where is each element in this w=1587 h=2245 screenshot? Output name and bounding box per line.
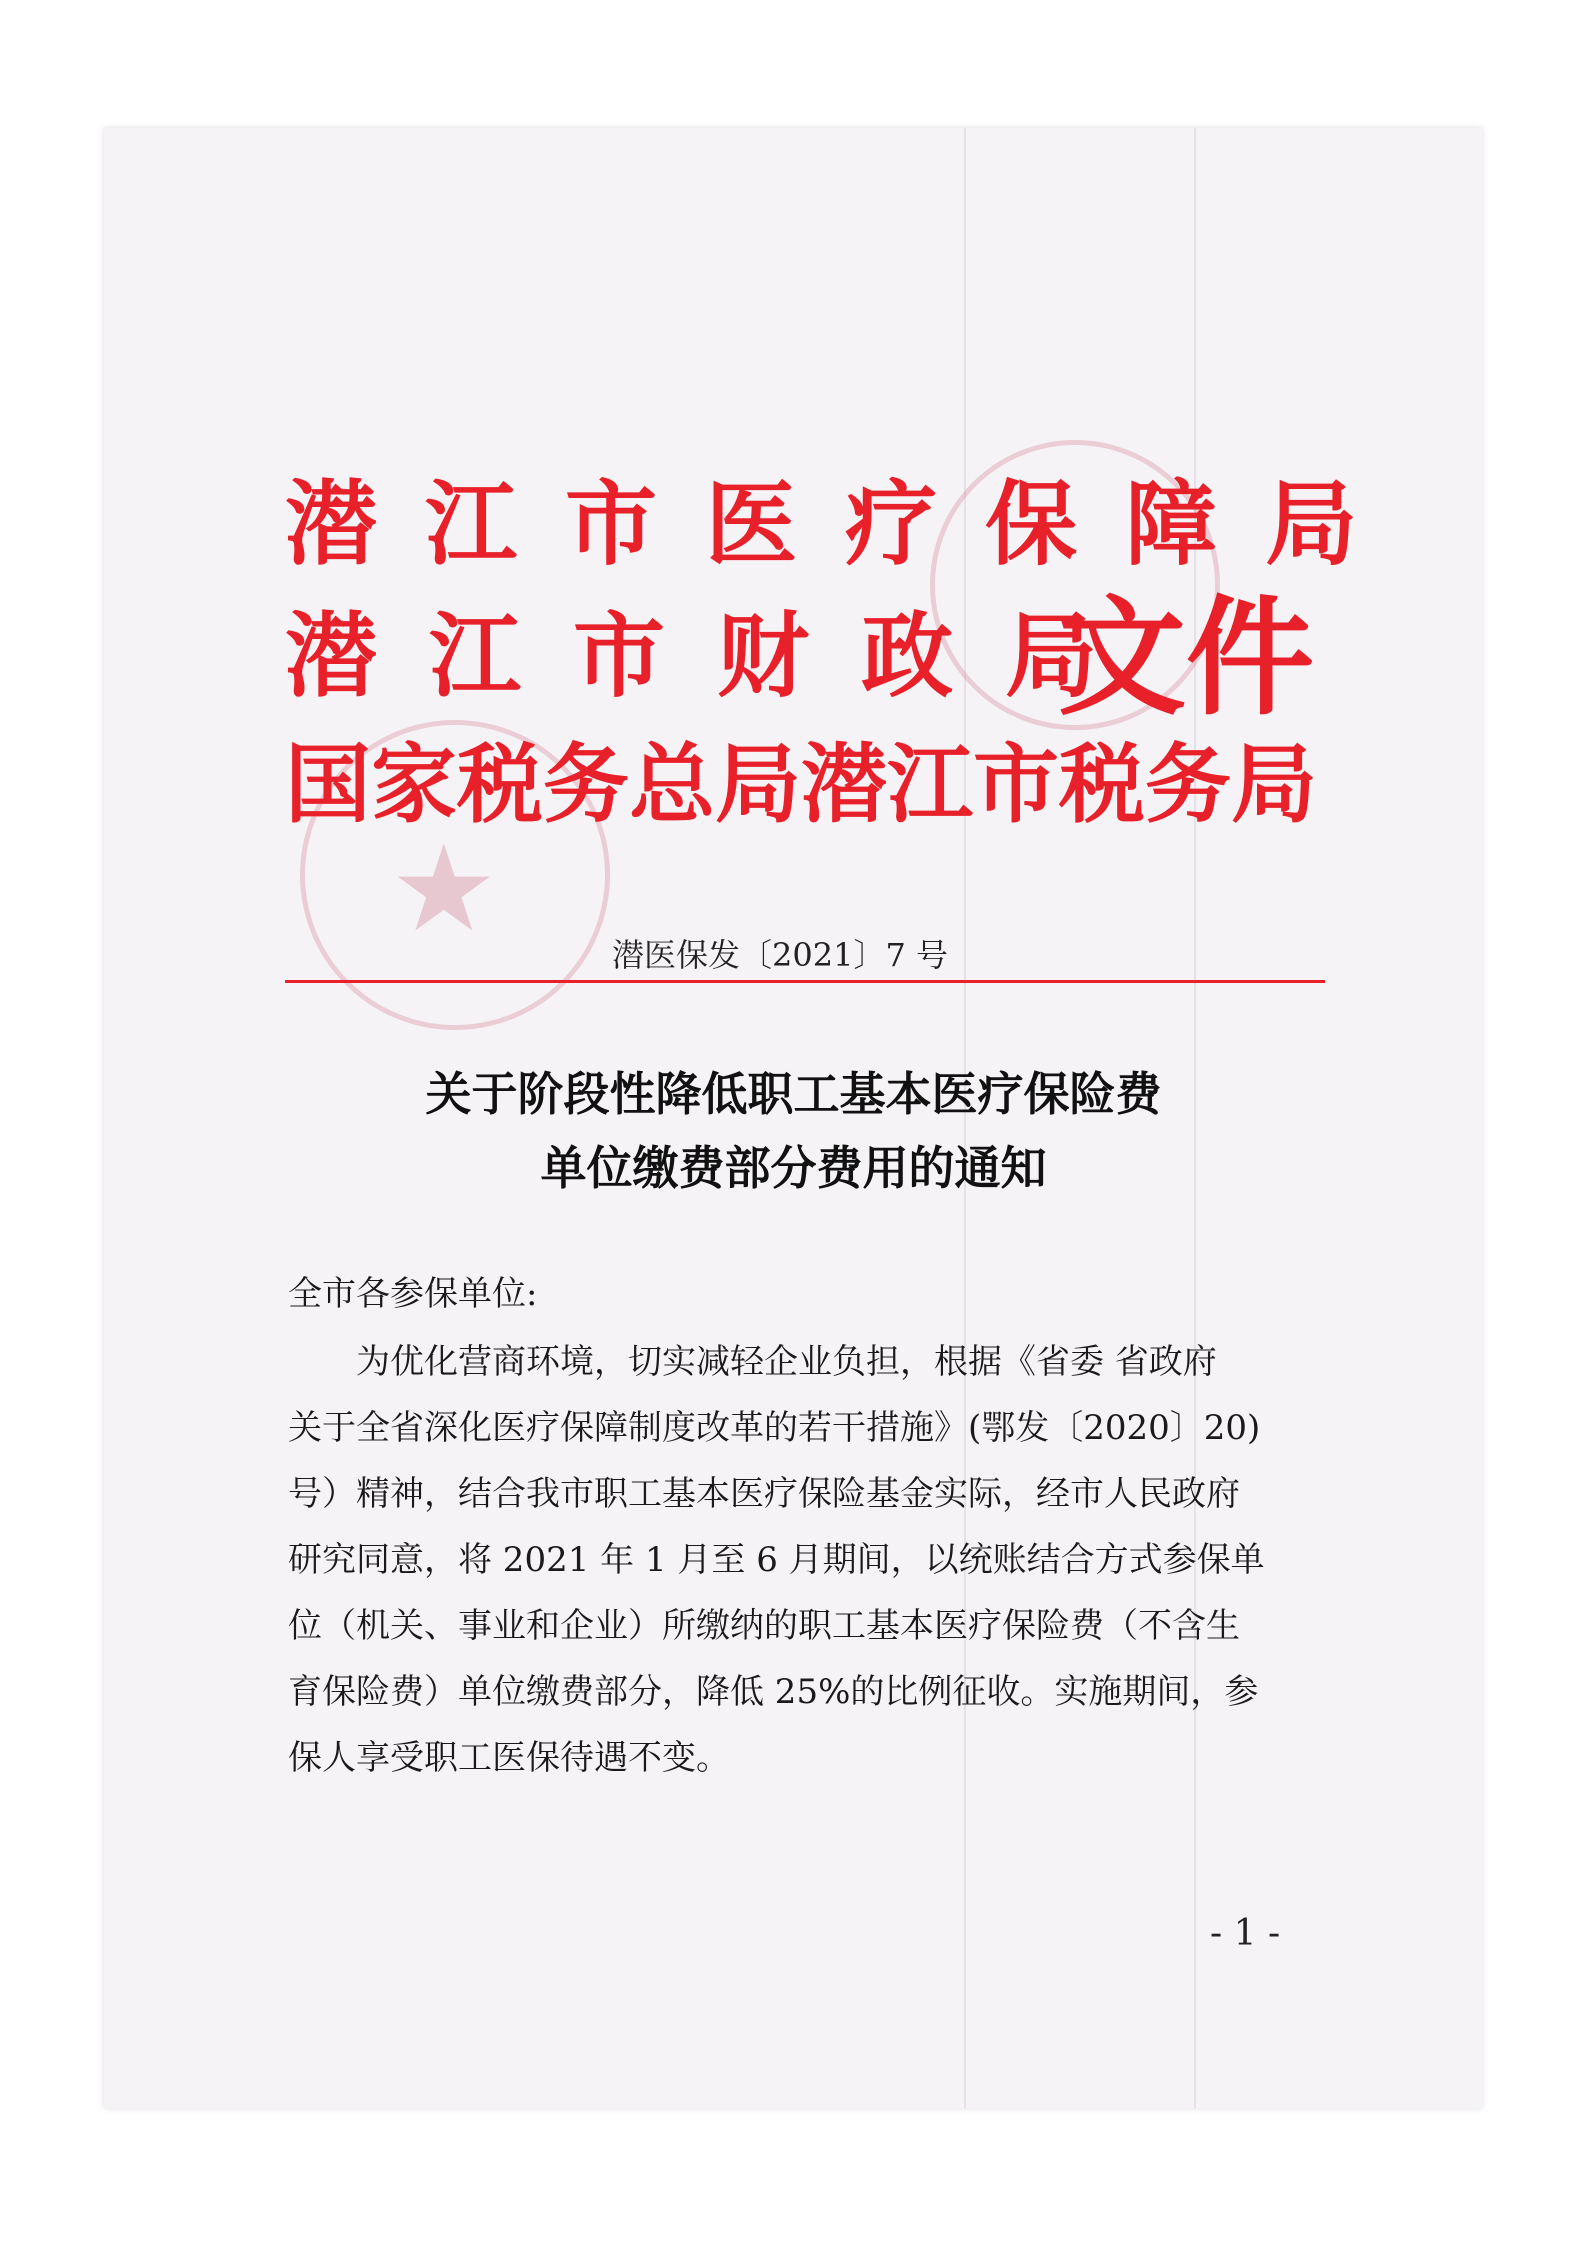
document-number: 潜医保发〔2021〕7 号 — [612, 936, 948, 974]
body-line: 为优化营商环境，切实减轻企业负担，根据《省委 省政府 — [288, 1342, 1217, 1382]
issuer-finance-bureau: 潜 江 市 财 政 局 — [285, 602, 1108, 710]
salutation: 全市各参保单位: — [288, 1274, 538, 1314]
body-line: 位（机关、事业和企业）所缴纳的职工基本医疗保险费（不含生 — [288, 1606, 1240, 1646]
notice-title-line2: 单位缴费部分费用的通知 — [540, 1141, 1047, 1195]
star-icon: ★ — [390, 820, 498, 959]
body-line: 保人享受职工医保待遇不变。 — [288, 1738, 730, 1778]
body-line: 号）精神，结合我市职工基本医疗保险基金实际，经市人民政府 — [288, 1474, 1240, 1514]
red-divider — [285, 980, 1325, 983]
document-label: 文件 — [1058, 583, 1315, 733]
body-line: 关于全省深化医疗保障制度改革的若干措施》(鄂发〔2020〕20) — [288, 1408, 1261, 1448]
issuer-tax-bureau: 国家税务总局潜江市税务局 — [285, 734, 1317, 835]
notice-title-line1: 关于阶段性降低职工基本医疗保险费 — [425, 1067, 1162, 1121]
body-line: 育保险费）单位缴费部分，降低 25%的比例征收。实施期间，参 — [288, 1672, 1259, 1712]
body-line: 研究同意，将 2021 年 1 月至 6 月期间，以统账结合方式参保单 — [288, 1540, 1265, 1580]
issuer-medical-security-bureau: 潜 江 市 医 疗 保 障 局 — [285, 470, 1366, 578]
page-number: - 1 - — [1210, 1913, 1281, 1954]
